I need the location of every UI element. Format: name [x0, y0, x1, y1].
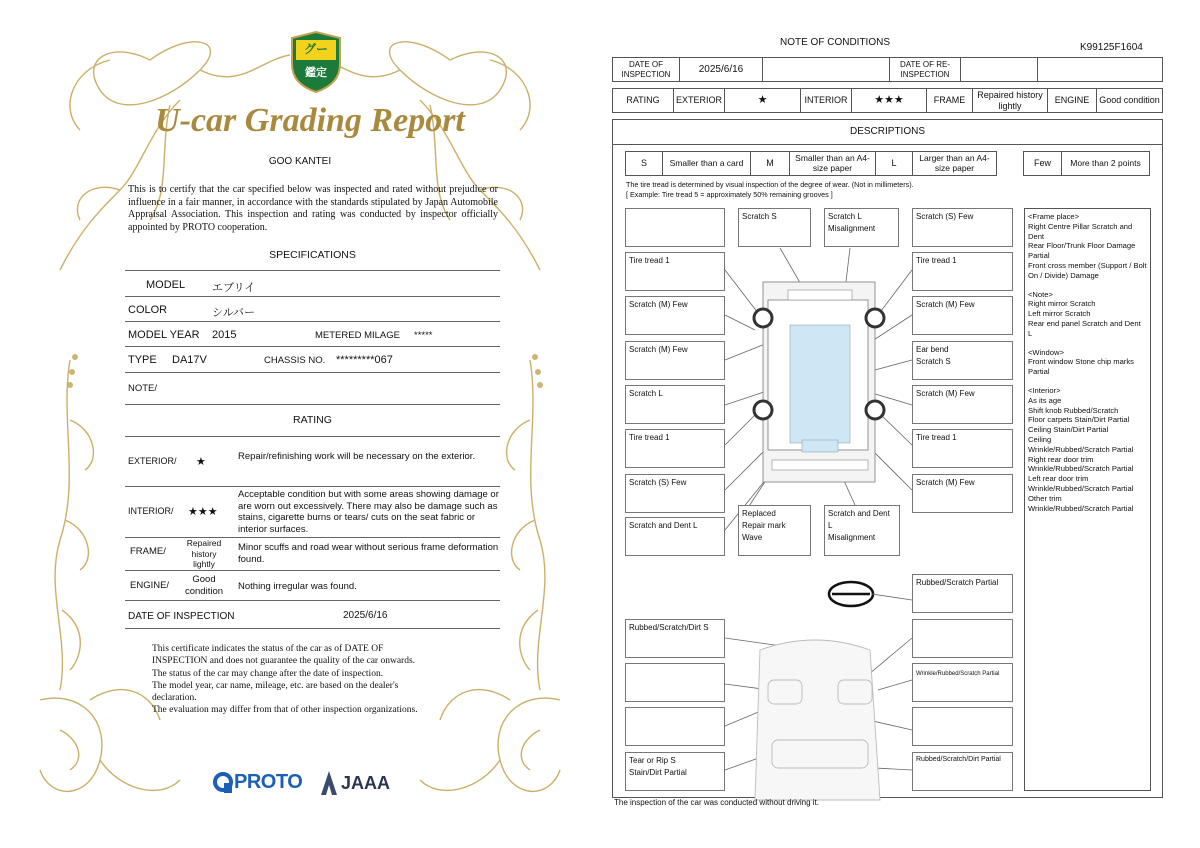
inspection-date-value: 2025/6/16 — [343, 610, 388, 621]
model-year-value: 2015 — [212, 329, 237, 341]
mileage-value: ***** — [414, 330, 433, 341]
note-box-top-left — [625, 208, 725, 247]
note-box-right-1: Scratch (S) Few — [912, 208, 1013, 247]
legend-few-desc: More than 2 points — [1061, 151, 1150, 176]
note-box-right-3: Scratch (M) Few — [912, 296, 1013, 335]
tire-note-1: The tire tread is determined by visual inspection of the degree of wear. (Not in millimeters). — [626, 180, 914, 189]
model-value: エブリイ — [212, 282, 256, 294]
inspection-date-label: DATE OF INSPECTION — [128, 611, 235, 622]
date-reinspection-label: DATE OF RE-INSPECTION — [889, 57, 961, 82]
note-box-right-6: Tire tread 1 — [912, 429, 1013, 468]
jaaa-logo-text: JAAA — [341, 773, 391, 793]
report-title: U-car Grading Report — [155, 102, 465, 139]
note-box-left-6: Scratch (S) Few — [625, 474, 725, 513]
interior-box-left-1: Rubbed/Scratch/Dirt S — [625, 619, 725, 658]
condition-notes-panel: <Frame place> Right Centre Pillar Scratch and Dent Rear Floor/Trunk Floor Damage Partial Front cross member (Support / Bolt On / Divide) Damage <Note> Right mirror Scratch Left mirror Scratch Rear end panel Scratch and Dent L <Window> Front window Stone chip marks Partial <Interior> As its age Shift knob Rubbed/Scratch Floor carpets Stain/Dirt Partial Ceiling Stain/Dirt Partial Ceiling Wrinkle/Rubbed/Scratch Partial Right rear door trim Wrinkle/Rubbed/Scratch Partial Left rear door trim Wrinkle/Rubbed/Scratch Partial Other trim Wrinkle/Rubbed/Scratch Partial — [1024, 208, 1151, 791]
frame-label: FRAME/ — [130, 546, 166, 557]
note-box-right-2: Tire tread 1 — [912, 252, 1013, 291]
engine-description: Nothing irregular was found. — [238, 581, 357, 592]
engine-label: ENGINE/ — [130, 580, 170, 591]
color-value: シルバー — [212, 307, 255, 319]
proto-logo-icon — [212, 771, 234, 795]
exterior-label: EXTERIOR — [673, 88, 725, 113]
legend-s-desc: Smaller than a card — [662, 151, 751, 176]
note-box-left-3: Scratch (M) Few — [625, 341, 725, 380]
certificate-footer: This certificate indicates the status of the car as of DATE OF INSPECTION and does not guarantee the quality of the car onwards. The status of the car may change after the date of inspection. The model year, car name, mileage, etc. are based on the dealer's declaration. The evaluation may differ from that of other inspection organizations. — [152, 644, 418, 716]
descriptions-heading: DESCRIPTIONS — [849, 126, 925, 137]
rating-heading: RATING — [293, 414, 332, 426]
note-box-bottom-right: Scratch and Dent L Misalignment — [824, 505, 900, 556]
frame-rating: Repaired history lightly — [186, 538, 222, 569]
legend-m: M — [750, 151, 790, 176]
note-label: NOTE/ — [128, 383, 158, 394]
interior-box-left-2 — [625, 663, 725, 702]
interior-box-left-3 — [625, 707, 725, 746]
type-label: TYPE — [128, 354, 157, 366]
legend-s: S — [625, 151, 663, 176]
report-code: K99125F1604 — [1080, 42, 1143, 53]
engine-rating: Good condition — [184, 574, 224, 597]
conditions-title: NOTE OF CONDITIONS — [780, 37, 890, 48]
frame-rating: Repaired history lightly — [972, 88, 1048, 113]
interior-box-right-2 — [912, 619, 1013, 658]
exterior-rating: ★ — [724, 88, 801, 113]
jaaa-logo-icon — [320, 771, 338, 795]
inspection-footer-note: The inspection of the car was conducted without driving it. — [614, 798, 819, 807]
interior-box-left-4: Tear or Rip S Stain/Dirt Partial — [625, 752, 725, 791]
model-label: MODEL — [146, 279, 186, 291]
frame-label: FRAME — [926, 88, 973, 113]
legend-l-desc: Larger than an A4-size paper — [912, 151, 997, 176]
exterior-label: EXTERIOR/ — [128, 456, 177, 466]
interior-box-right-3: Wrinkle/Rubbed/Scratch Partial — [912, 663, 1013, 702]
certification-text: This is to certify that the car specified below was inspected and rated without prejudice or influence in a fair manner, in accordance with the standards stipulated by Japan Automobile Appraisal Association. This inspection and rating was conducted by inspector officially appointed by PROTO cooperation. — [128, 184, 498, 233]
specifications-heading: SPECIFICATIONS — [269, 249, 356, 261]
note-box-bottom-center: Replaced Repair mark Wave — [738, 505, 811, 556]
tire-note-2: [ Example: Tire tread 5 = approximately 50% remaining grooves ] — [626, 190, 833, 199]
legend-l: L — [875, 151, 913, 176]
exterior-description: Repair/refinishing work will be necessary on the exterior. — [238, 451, 476, 462]
interior-label: INTERIOR/ — [128, 506, 174, 516]
chassis-value: *********067 — [336, 354, 393, 366]
type-value: DA17V — [172, 354, 207, 366]
brand-name: GOO KANTEI — [268, 156, 332, 167]
badge-top-text: グー — [303, 42, 328, 56]
legend-m-desc: Smaller than an A4-size paper — [789, 151, 876, 176]
color-label: COLOR — [128, 304, 168, 316]
badge-bottom-text: 鑑定 — [305, 67, 327, 79]
note-box-right-7: Scratch (M) Few — [912, 474, 1013, 513]
note-box-left-2: Scratch (M) Few — [625, 296, 725, 335]
interior-label: INTERIOR — [800, 88, 852, 113]
frame-description: Minor scuffs and road wear without serious frame deformation found. — [238, 542, 499, 565]
interior-box-right-4 — [912, 707, 1013, 746]
note-box-left-5: Tire tread 1 — [625, 429, 725, 468]
note-box-top-center: Scratch S — [738, 208, 811, 247]
chassis-label: CHASSIS NO. — [264, 355, 326, 366]
interior-box-right-1: Rubbed/Scratch Partial — [912, 574, 1013, 613]
note-box-left-4: Scratch L — [625, 385, 725, 424]
mileage-label: METERED MILAGE — [315, 330, 400, 341]
engine-rating: Good condition — [1096, 88, 1163, 113]
model-year-label: MODEL YEAR — [128, 329, 200, 341]
legend-few: Few — [1023, 151, 1062, 176]
interior-rating: ★★★ — [851, 88, 927, 113]
proto-logo-text: PROTO — [234, 771, 303, 793]
note-box-left-1: Tire tread 1 — [625, 252, 725, 291]
date-of-inspection-value: 2025/6/16 — [679, 57, 763, 82]
note-box-right-5: Scratch (M) Few — [912, 385, 1013, 424]
note-of-conditions — [600, 0, 1200, 848]
exterior-rating: ★ — [196, 456, 206, 468]
engine-label: ENGINE — [1047, 88, 1097, 113]
rating-label: RATING — [612, 88, 674, 113]
note-box-left-7: Scratch and Dent L — [625, 517, 725, 556]
note-box-top-right: Scratch L Misalignment — [824, 208, 899, 247]
interior-box-right-5: Rubbed/Scratch/Dirt Partial — [912, 752, 1013, 791]
interior-description: Acceptable condition but with some areas showing damage or are worn out excessively. There may also be damage such as stains, cigarette burns or tears/ cuts on the seat fabric or interior surfaces. — [238, 489, 499, 535]
note-box-right-4: Ear bend Scratch S — [912, 341, 1013, 380]
interior-rating: ★★★ — [188, 506, 218, 518]
date-of-inspection-label: DATE OF INSPECTION — [612, 57, 680, 82]
